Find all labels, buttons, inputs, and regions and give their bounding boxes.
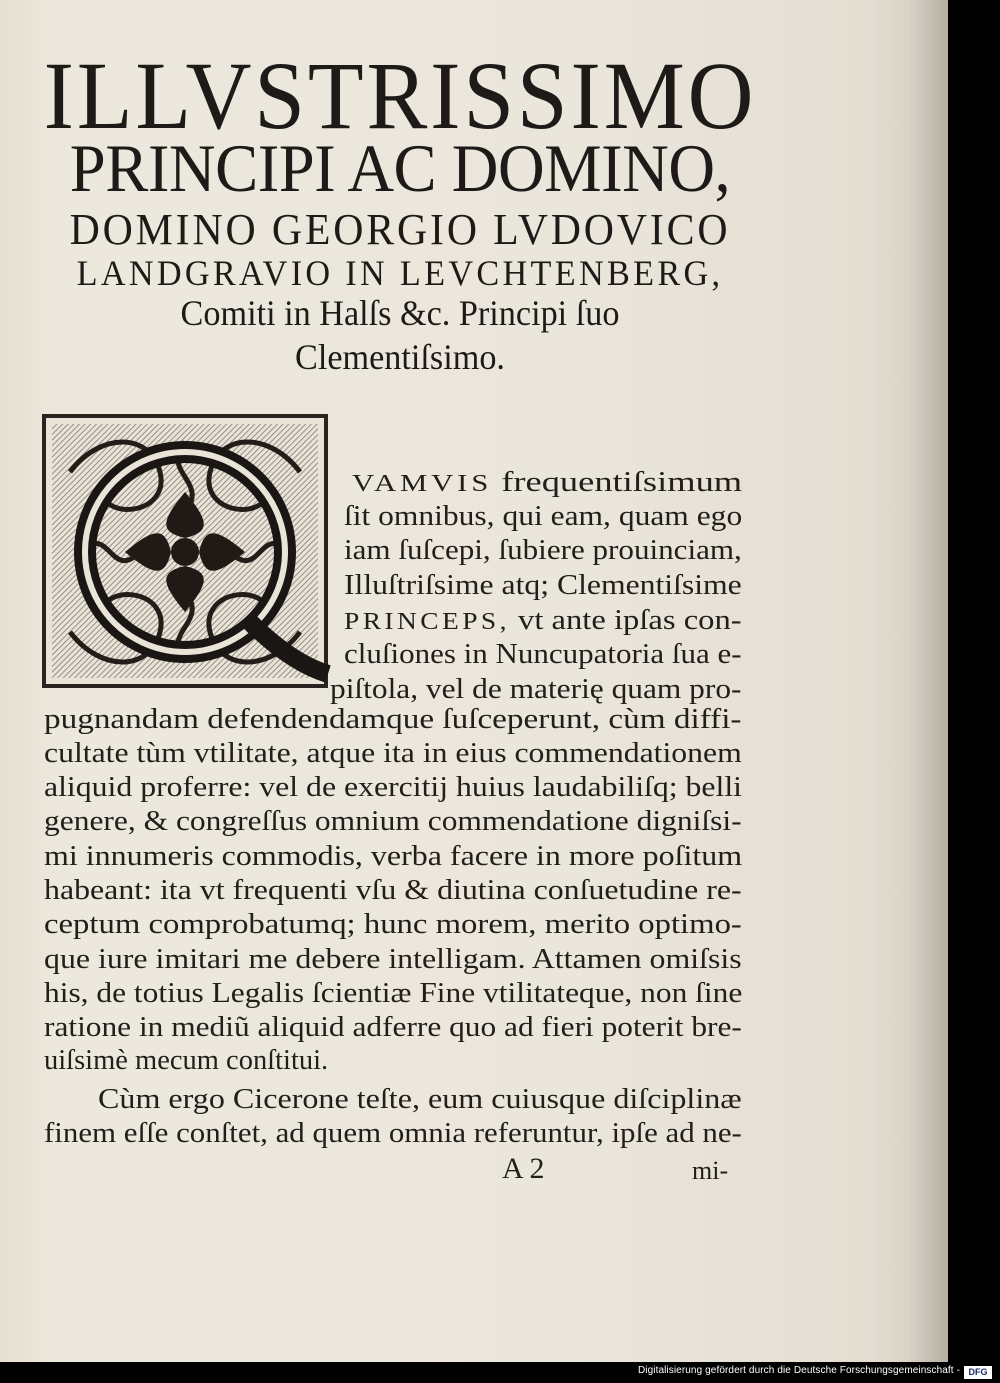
- body-line-13: habeant: ita vt frequenti vſu & diutina conſuetudine re-: [44, 875, 742, 906]
- page-gutter-shadow: [908, 0, 948, 1362]
- body-line-8: pugnandam defendendamque ſuſceperunt, cùm diffi-: [44, 704, 742, 735]
- body-line-5: [344, 604, 742, 639]
- body-line-11: genere, & congreſſus omnium commendatione digniſsi-: [44, 806, 742, 837]
- catchword: mi-: [692, 1156, 729, 1185]
- body-line-5-rest: vt ante ipſas con-: [518, 605, 742, 636]
- body-line-4: Illuſtriſsime atq; Clementiſsime: [344, 570, 742, 601]
- title-line-6: Clementiſsimo.: [295, 337, 505, 377]
- title-line-3: DOMINO GEORGIO LVDOVICO: [69, 205, 731, 254]
- body-line-7: piſtola, vel de materię quam pro-: [330, 674, 742, 705]
- body-line-14: ceptum comprobatumq; hunc morem, merito optimo-: [44, 909, 742, 940]
- title-line-2: PRINCIPI AC DOMINO,: [69, 130, 731, 206]
- body-line-6: cluſiones in Nuncupatoria ſua e-: [344, 639, 742, 670]
- ornamental-initial-q-icon: [40, 412, 336, 692]
- body-line-18: uiſsimè mecum conſtitui.: [44, 1045, 329, 1076]
- body-line-12: mi innumeris commodis, verba facere in more poſitum: [44, 841, 743, 872]
- first-word-smallcaps: VAMVIS: [352, 471, 493, 497]
- body-line-1: [352, 466, 742, 501]
- funding-notice: Digitalisierung gefördert durch die Deutsche Forschungsgemeinschaft -: [637, 1365, 960, 1376]
- body-line-16: his, de totius Legalis ſcientiæ Fine vtilitateque, non ſine: [44, 978, 743, 1009]
- signature-mark: A 2: [502, 1152, 545, 1185]
- body-line-3: iam ſuſcepi, ſubiere prouinciam,: [344, 535, 742, 566]
- title-line-5: Comiti in Halſs &c. Principi ſuo: [180, 293, 620, 333]
- body-line-17: ratione in mediũ aliquid adferre quo ad fieri poterit bre-: [44, 1012, 742, 1043]
- title-line-1: ILLVSTRISSIMO: [43, 42, 757, 149]
- body-line-1-rest: frequentiſsimum: [501, 467, 743, 498]
- body-line-9: cultate tùm vtilitate, atque ita in eius commendationem: [44, 738, 742, 769]
- body-line-10: aliquid proferre: vel de exercitij huius laudabiliſq; belli: [44, 772, 743, 803]
- body-line-20: finem eſſe conſtet, ad quem omnia referuntur, ipſe ad ne-: [44, 1118, 742, 1149]
- body-line-2: ſit omnibus, qui eam, quam ego: [344, 501, 743, 532]
- title-line-4: LANDGRAVIO IN LEVCHTENBERG,: [76, 253, 724, 293]
- body-line-19: Cùm ergo Cicerone teſte, eum cuiusque diſciplinæ: [98, 1084, 742, 1115]
- princeps-smallcaps: PRINCEPS,: [344, 609, 510, 635]
- dfg-logo-icon: DFG: [964, 1366, 992, 1379]
- body-line-15: que iure imitari me debere intelligam. Attamen omiſsis: [44, 944, 742, 975]
